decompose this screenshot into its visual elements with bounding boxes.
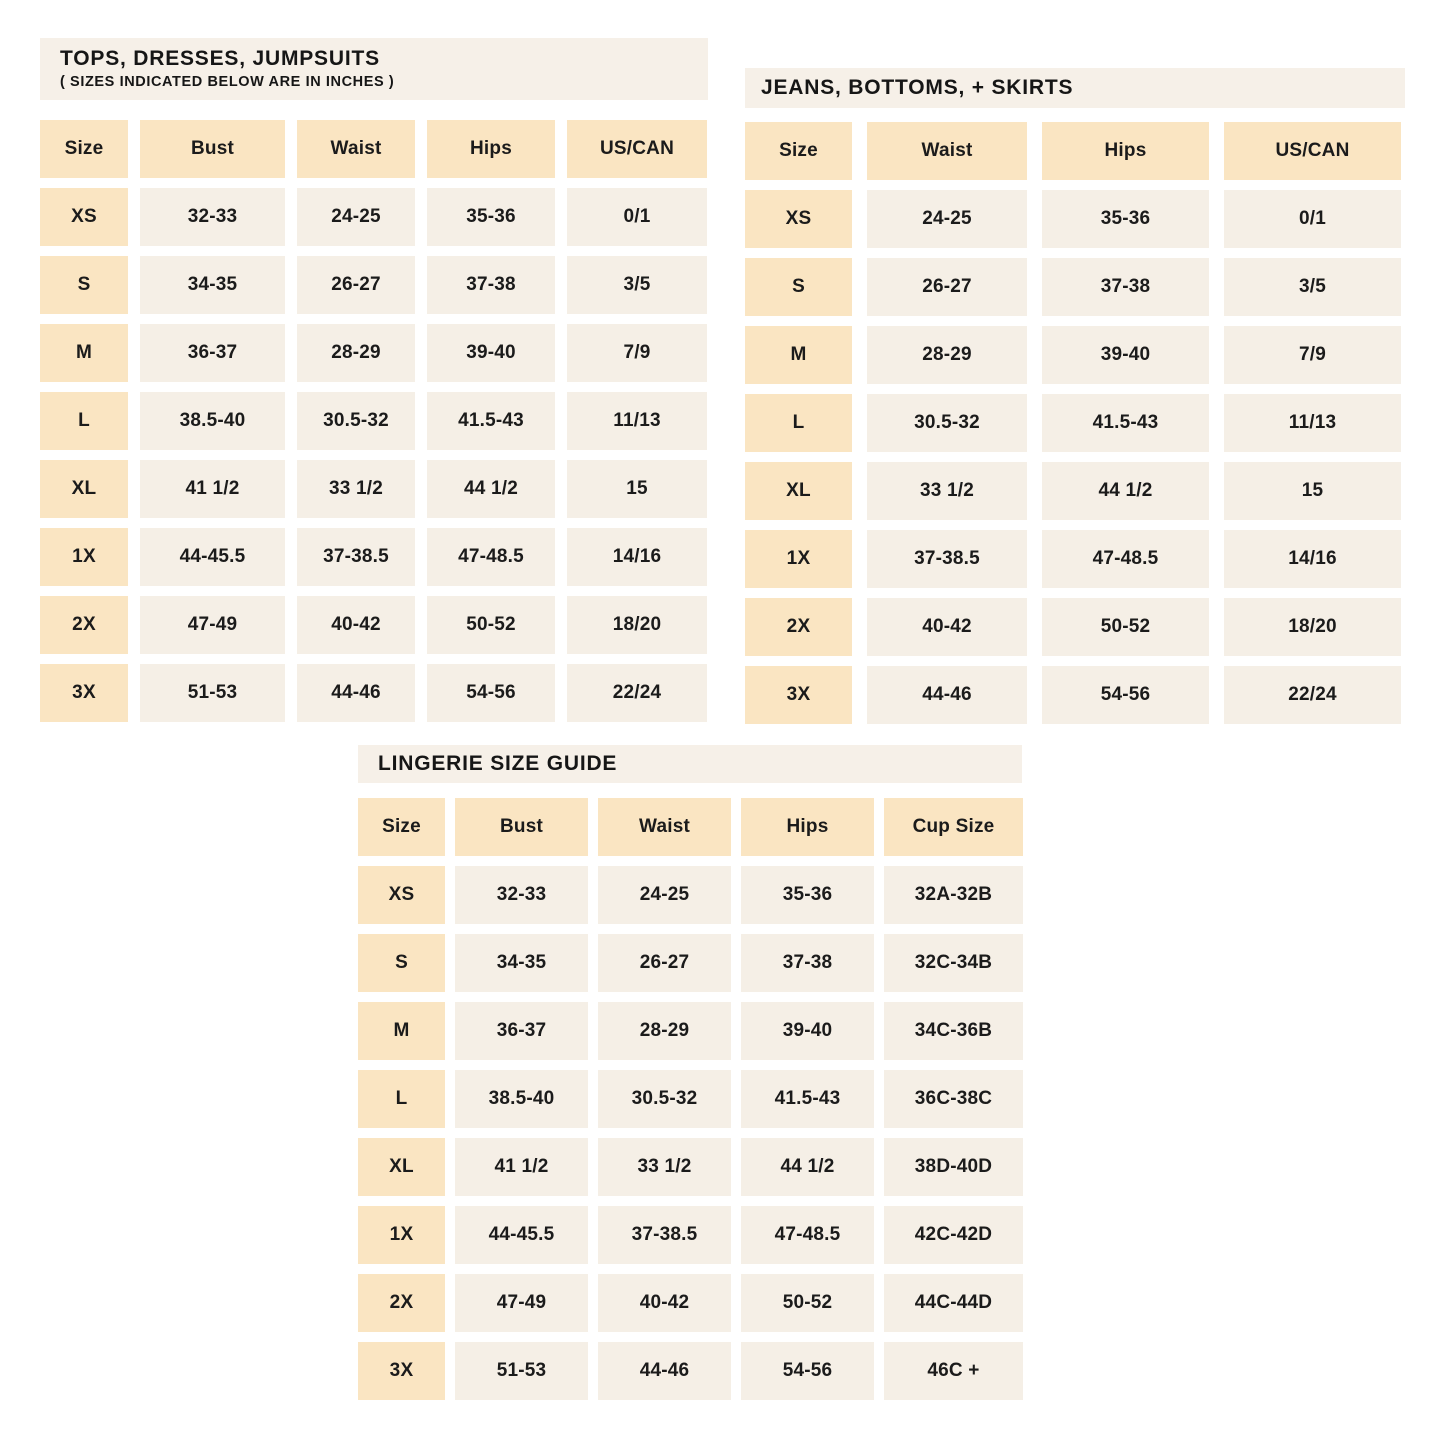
data-cell: 44-46	[297, 664, 415, 722]
data-cell: 14/16	[567, 528, 707, 586]
data-cell: 37-38.5	[297, 528, 415, 586]
data-cell: 37-38.5	[867, 530, 1027, 588]
data-cell: 24-25	[297, 188, 415, 246]
data-cell: 38D-40D	[884, 1138, 1023, 1196]
column-header-us-can: US/CAN	[567, 120, 707, 178]
data-cell: 33 1/2	[867, 462, 1027, 520]
size-cell: XL	[358, 1138, 445, 1196]
data-cell: 44-45.5	[140, 528, 285, 586]
data-cell: 50-52	[427, 596, 555, 654]
data-cell: 30.5-32	[598, 1070, 731, 1128]
jeans-table-grid	[745, 122, 1405, 724]
data-cell: 30.5-32	[297, 392, 415, 450]
size-cell: S	[40, 256, 128, 314]
data-cell: 50-52	[1042, 598, 1209, 656]
column-header-cup-size: Cup Size	[884, 798, 1023, 856]
tops-table-title: TOPS, DRESSES, JUMPSUITS	[60, 47, 380, 70]
data-cell: 41.5-43	[1042, 394, 1209, 452]
data-cell: 26-27	[297, 256, 415, 314]
column-header-waist: Waist	[297, 120, 415, 178]
size-cell: M	[40, 324, 128, 382]
data-cell: 44-46	[867, 666, 1027, 724]
size-cell: S	[358, 934, 445, 992]
data-cell: 42C-42D	[884, 1206, 1023, 1264]
data-cell: 47-49	[140, 596, 285, 654]
data-cell: 32-33	[455, 866, 588, 924]
data-cell: 44C-44D	[884, 1274, 1023, 1332]
jeans-title-banner	[745, 68, 1405, 108]
data-cell: 36C-38C	[884, 1070, 1023, 1128]
data-cell: 44-46	[598, 1342, 731, 1400]
data-cell: 44 1/2	[741, 1138, 874, 1196]
data-cell: 34C-36B	[884, 1002, 1023, 1060]
data-cell: 34-35	[140, 256, 285, 314]
size-cell: L	[745, 394, 852, 452]
data-cell: 7/9	[1224, 326, 1401, 384]
tops-table-grid	[40, 120, 708, 722]
column-header-size: Size	[745, 122, 852, 180]
size-cell: 1X	[358, 1206, 445, 1264]
data-cell: 38.5-40	[455, 1070, 588, 1128]
data-cell: 37-38	[741, 934, 874, 992]
data-cell: 0/1	[567, 188, 707, 246]
tops-dresses-jumpsuits-table	[40, 38, 708, 722]
size-cell: M	[358, 1002, 445, 1060]
data-cell: 36-37	[140, 324, 285, 382]
data-cell: 47-48.5	[741, 1206, 874, 1264]
data-cell: 47-48.5	[427, 528, 555, 586]
data-cell: 30.5-32	[867, 394, 1027, 452]
column-header-hips: Hips	[427, 120, 555, 178]
data-cell: 14/16	[1224, 530, 1401, 588]
tops-table-subtitle: ( SIZES INDICATED BELOW ARE IN INCHES )	[60, 74, 395, 90]
data-cell: 22/24	[1224, 666, 1401, 724]
data-cell: 40-42	[867, 598, 1027, 656]
data-cell: 33 1/2	[598, 1138, 731, 1196]
data-cell: 44 1/2	[1042, 462, 1209, 520]
data-cell: 36-37	[455, 1002, 588, 1060]
data-cell: 51-53	[140, 664, 285, 722]
data-cell: 33 1/2	[297, 460, 415, 518]
data-cell: 15	[1224, 462, 1401, 520]
lingerie-size-guide-table	[358, 745, 1022, 1400]
data-cell: 39-40	[741, 1002, 874, 1060]
size-cell: S	[745, 258, 852, 316]
size-cell: XL	[745, 462, 852, 520]
data-cell: 22/24	[567, 664, 707, 722]
data-cell: 28-29	[598, 1002, 731, 1060]
data-cell: 54-56	[1042, 666, 1209, 724]
data-cell: 35-36	[1042, 190, 1209, 248]
data-cell: 11/13	[567, 392, 707, 450]
tops-title-banner	[40, 38, 708, 100]
data-cell: 28-29	[867, 326, 1027, 384]
data-cell: 35-36	[427, 188, 555, 246]
size-cell: XL	[40, 460, 128, 518]
data-cell: 0/1	[1224, 190, 1401, 248]
data-cell: 40-42	[297, 596, 415, 654]
data-cell: 32-33	[140, 188, 285, 246]
column-header-us-can: US/CAN	[1224, 122, 1401, 180]
data-cell: 3/5	[567, 256, 707, 314]
size-cell: L	[40, 392, 128, 450]
data-cell: 35-36	[741, 866, 874, 924]
column-header-size: Size	[358, 798, 445, 856]
column-header-bust: Bust	[455, 798, 588, 856]
size-cell: XS	[745, 190, 852, 248]
column-header-bust: Bust	[140, 120, 285, 178]
data-cell: 38.5-40	[140, 392, 285, 450]
data-cell: 44-45.5	[455, 1206, 588, 1264]
size-cell: 2X	[40, 596, 128, 654]
data-cell: 41 1/2	[140, 460, 285, 518]
size-cell: 1X	[745, 530, 852, 588]
data-cell: 26-27	[867, 258, 1027, 316]
data-cell: 32C-34B	[884, 934, 1023, 992]
size-cell: 3X	[745, 666, 852, 724]
data-cell: 15	[567, 460, 707, 518]
data-cell: 54-56	[741, 1342, 874, 1400]
column-header-waist: Waist	[598, 798, 731, 856]
column-header-waist: Waist	[867, 122, 1027, 180]
data-cell: 47-48.5	[1042, 530, 1209, 588]
size-cell: 3X	[40, 664, 128, 722]
column-header-hips: Hips	[741, 798, 874, 856]
size-cell: XS	[40, 188, 128, 246]
data-cell: 41.5-43	[427, 392, 555, 450]
jeans-bottoms-skirts-table	[745, 68, 1405, 724]
data-cell: 41 1/2	[455, 1138, 588, 1196]
data-cell: 28-29	[297, 324, 415, 382]
data-cell: 39-40	[427, 324, 555, 382]
data-cell: 24-25	[867, 190, 1027, 248]
data-cell: 41.5-43	[741, 1070, 874, 1128]
data-cell: 46C +	[884, 1342, 1023, 1400]
data-cell: 18/20	[1224, 598, 1401, 656]
data-cell: 39-40	[1042, 326, 1209, 384]
data-cell: 7/9	[567, 324, 707, 382]
data-cell: 44 1/2	[427, 460, 555, 518]
size-cell: 2X	[358, 1274, 445, 1332]
column-header-hips: Hips	[1042, 122, 1209, 180]
size-cell: XS	[358, 866, 445, 924]
data-cell: 32A-32B	[884, 866, 1023, 924]
lingerie-table-title: LINGERIE SIZE GUIDE	[378, 752, 618, 775]
data-cell: 54-56	[427, 664, 555, 722]
data-cell: 24-25	[598, 866, 731, 924]
data-cell: 3/5	[1224, 258, 1401, 316]
data-cell: 34-35	[455, 934, 588, 992]
data-cell: 18/20	[567, 596, 707, 654]
lingerie-table-grid	[358, 798, 1022, 1400]
data-cell: 47-49	[455, 1274, 588, 1332]
data-cell: 37-38	[427, 256, 555, 314]
size-cell: 3X	[358, 1342, 445, 1400]
column-header-size: Size	[40, 120, 128, 178]
lingerie-title-banner	[358, 745, 1022, 783]
data-cell: 11/13	[1224, 394, 1401, 452]
size-cell: M	[745, 326, 852, 384]
data-cell: 40-42	[598, 1274, 731, 1332]
data-cell: 37-38.5	[598, 1206, 731, 1264]
size-cell: 1X	[40, 528, 128, 586]
data-cell: 51-53	[455, 1342, 588, 1400]
size-cell: 2X	[745, 598, 852, 656]
data-cell: 50-52	[741, 1274, 874, 1332]
size-cell: L	[358, 1070, 445, 1128]
data-cell: 26-27	[598, 934, 731, 992]
jeans-table-title: JEANS, BOTTOMS, + SKIRTS	[761, 76, 1074, 99]
data-cell: 37-38	[1042, 258, 1209, 316]
